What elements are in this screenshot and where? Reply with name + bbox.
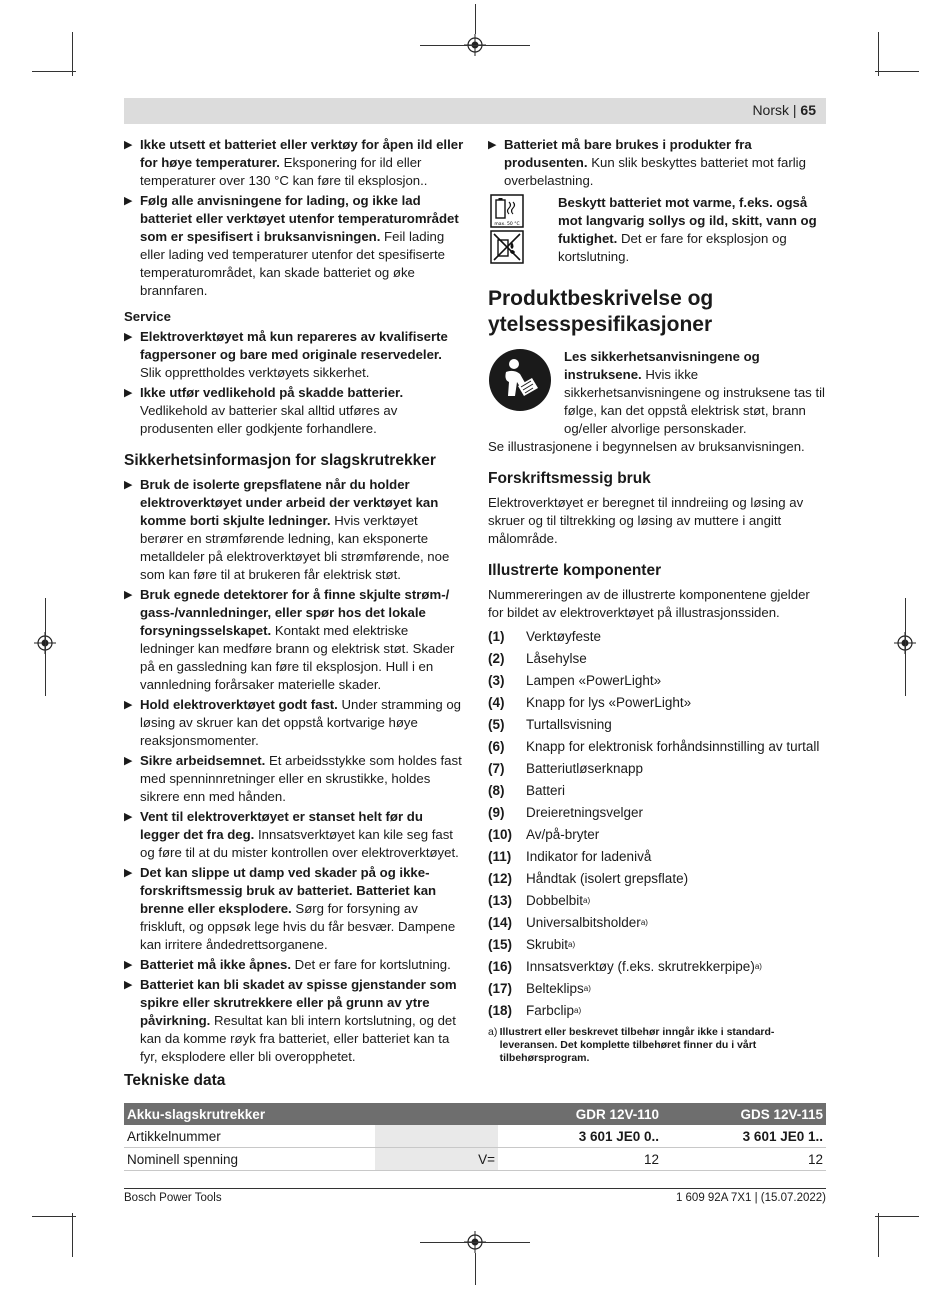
- crop-mark: [420, 45, 530, 46]
- component-footnote-ref: a): [574, 1006, 582, 1015]
- heat-warning-text: [558, 194, 828, 266]
- bullet-item: [124, 808, 464, 862]
- component-label: Skrubit: [526, 937, 569, 952]
- table-cell-unit: [375, 1125, 498, 1148]
- crop-mark: [905, 598, 906, 696]
- component-number: (5): [488, 717, 505, 732]
- table-cell-value: 3 601 JE0 1..: [662, 1125, 826, 1148]
- crop-mark: [878, 32, 879, 76]
- table-cell-unit: V=: [375, 1148, 498, 1171]
- table-header-label: Akku-slagskrutrekker: [124, 1103, 375, 1125]
- component-label: Knapp for lys «PowerLight»: [526, 695, 692, 710]
- component-number: (7): [488, 761, 505, 776]
- list-item: [488, 868, 828, 890]
- component-label: Batteri: [526, 783, 566, 798]
- component-label: Lampen «PowerLight»: [526, 673, 662, 688]
- bullet-bold: Bruk egnede detektorer for å finne skjulte strøm-/ gass-/vannledninger, eller spør hos det lokale forsyningsselskapet.: [140, 587, 450, 638]
- bullet-bold: Det kan slippe ut damp ved skader på og ikke-forskriftsmessig bruk av batteriet. Batteriet kan brenne eller eksplodere.: [140, 865, 437, 916]
- bullet-text: Kontakt med elektriske ledninger kan medføre brann og elektrisk støt. Skader på en gassledning kan føre til eksplosjon. Hull i en vannledning forårsaker materielle skader.: [140, 623, 455, 692]
- bullet-bold: Batteriet må bare brukes i produkter fra produsenten.: [504, 137, 752, 170]
- list-item: [488, 1000, 828, 1022]
- bullet-item: [124, 586, 464, 694]
- product-heading: Produktbeskrivelse og ytelsesspesifikasjoner: [488, 287, 714, 336]
- safety-heading: Sikkerhetsinformasjon for slagskrutrekker: [124, 452, 436, 469]
- bullet-bold: Hold elektroverktøyet godt fast.: [140, 697, 338, 712]
- read-instructions-body: Hvis ikke sikkerhetsanvisningene og instruksene tas til følge, kan det oppstå elektrisk støt, brann og/eller alvorlige personskader.: [564, 367, 825, 436]
- intended-use-text: Elektroverktøyet er beregnet til inndreiing og løsing av skruer og til tiltrekking og løsing av muttere i angitt målområde.: [488, 495, 804, 546]
- crop-mark: [875, 1216, 919, 1217]
- bullet-item: [124, 476, 464, 584]
- warning-icons: [488, 194, 558, 264]
- component-number: (6): [488, 739, 505, 754]
- service-heading: Service: [124, 309, 171, 324]
- component-number: (17): [488, 981, 513, 996]
- list-item: [488, 714, 828, 736]
- crop-mark: [875, 71, 919, 72]
- bullet-bold: Ikke utfør vedlikehold på skadde batterier.: [140, 385, 404, 400]
- component-number: (14): [488, 915, 513, 930]
- table-header-model: GDS 12V-115: [662, 1103, 826, 1125]
- table-cell-value: 12: [662, 1148, 826, 1171]
- table-header-unit: [375, 1103, 498, 1125]
- component-footnote-ref: a): [583, 984, 591, 993]
- component-label: Verktøyfeste: [526, 629, 602, 644]
- component-label: Innsatsverktøy (f.eks. skrutrekkerpipe): [526, 959, 755, 974]
- component-number: (13): [488, 893, 513, 908]
- component-number: (18): [488, 1003, 513, 1018]
- component-number: (3): [488, 673, 505, 688]
- bullet-arrow-icon: ▶: [124, 959, 133, 971]
- table-cell-label: Nominell spenning: [124, 1148, 375, 1171]
- component-label: Belteklips: [526, 981, 584, 996]
- page-header: [124, 98, 826, 124]
- footnote: [488, 1026, 828, 1065]
- bullet-text: Sørg for forsyning av friskluft, og oppsøk lege hvis du får besvær. Dampene kan irritere åndedrettsorganene.: [140, 901, 456, 952]
- component-number: (12): [488, 871, 513, 886]
- bullet-arrow-icon: ▶: [124, 699, 133, 711]
- table-cell-value: 12: [498, 1148, 662, 1171]
- components-list: [488, 626, 828, 1022]
- battery-temperature-icon: [490, 194, 524, 228]
- bullet-arrow-icon: ▶: [488, 139, 497, 151]
- component-number: (16): [488, 959, 513, 974]
- crop-mark: [420, 1242, 530, 1243]
- bullet-text: Det er fare for kortslutning.: [291, 957, 451, 972]
- bullet-item: [124, 976, 464, 1066]
- component-footnote-ref: a): [754, 962, 762, 971]
- bullet-item: [124, 752, 464, 806]
- component-label: Låsehylse: [526, 651, 587, 666]
- table-cell-label: Artikkelnummer: [124, 1125, 375, 1148]
- crop-mark: [32, 71, 76, 72]
- bullet-item: [124, 864, 464, 954]
- bullet-text: Kun slik beskyttes batteriet mot farlig overbelastning.: [504, 155, 806, 188]
- list-item: [488, 824, 828, 846]
- component-label: Batteriutløserknapp: [526, 761, 644, 776]
- bullet-item: [124, 384, 464, 438]
- list-item: [488, 890, 828, 912]
- list-item: [488, 802, 828, 824]
- list-item: [488, 912, 828, 934]
- bullet-arrow-icon: ▶: [124, 139, 133, 151]
- crop-mark: [32, 1216, 76, 1217]
- right-column: [488, 136, 828, 1065]
- read-manual-icon-box: [488, 348, 564, 417]
- bullet-arrow-icon: ▶: [124, 387, 133, 399]
- list-item: [488, 670, 828, 692]
- bullet-text: Eksponering for ild eller temperaturer over 130 °C kan føre til eksplosjon..: [140, 155, 428, 188]
- bullet-text: Innsatsverktøyet kan kile seg fast og føre til at du mister kontrollen over elektroverktøyet.: [140, 827, 459, 860]
- bullet-bold: Bruk de isolerte grepsflatene når du holder elektroverktøyet under arbeid der verktøyet kan komme borti skjulte ledninger.: [140, 477, 439, 528]
- bullet-bold: Batteriet kan bli skadet av spisse gjenstander som spikre eller skrutrekkere eller på grunn av ytre påvirkning.: [140, 977, 457, 1028]
- bullet-bold: Batteriet må ikke åpnes.: [140, 957, 291, 972]
- component-label: Knapp for elektronisk forhåndsinnstilling av turtall: [526, 739, 820, 754]
- bullet-bold: Ikke utsett et batteriet eller verktøy for åpen ild eller for høye temperaturer.: [140, 137, 464, 170]
- footnote-letter: a): [488, 1026, 498, 1038]
- footer-brand: Bosch Power Tools: [124, 1192, 222, 1204]
- tech-data-heading: Tekniske data: [124, 1072, 226, 1089]
- footnote-text: Illustrert eller beskrevet tilbehør inngår ikke i standard-leveransen. Det komplette tilbehøret finner du i vårt tilbehørsprogram.: [499, 1026, 775, 1064]
- component-footnote-ref: a): [568, 940, 576, 949]
- read-instructions-text: [564, 348, 828, 438]
- list-item: [488, 692, 828, 714]
- left-column: [124, 136, 464, 1068]
- bullet-text: Resultat kan bli intern kortslutning, og det kan da komme røyk fra batteriet, eller batteriet kan ta fyr, eksplodere eller bli overopphetet.: [140, 1013, 456, 1064]
- component-footnote-ref: a): [583, 896, 591, 905]
- list-item: [488, 934, 828, 956]
- component-label: Farbclip: [526, 1003, 575, 1018]
- crop-mark: [45, 598, 46, 696]
- component-footnote-ref: a): [640, 918, 648, 927]
- component-number: (11): [488, 849, 512, 864]
- bullet-text: Feil lading eller lading ved temperaturer utenfor det spesifiserte temperaturområdet, kan skade batteriet og øke brannfaren.: [140, 229, 445, 298]
- component-label: Indikator for ladenivå: [526, 849, 652, 864]
- components-intro: Nummereringen av de illustrerte komponentene gjelder for bildet av elektroverktøyet på illustrasjonssiden.: [488, 587, 810, 620]
- component-number: (2): [488, 651, 505, 666]
- bullet-item: [488, 136, 828, 190]
- table-header-row: [124, 1103, 826, 1125]
- table-row: [124, 1148, 826, 1171]
- bullet-bold: Sikre arbeidsemnet.: [140, 753, 266, 768]
- page-number: 65: [800, 102, 816, 118]
- heat-warning-bold: Beskytt batteriet mot varme, f.eks. også mot langvarig sollys og ild, skitt, vann og fuktighet.: [558, 195, 817, 246]
- read-instructions: [488, 348, 828, 438]
- table-header-model: GDR 12V-110: [498, 1103, 662, 1125]
- tech-data-table: [124, 1103, 826, 1171]
- bullet-arrow-icon: ▶: [124, 589, 133, 601]
- bullet-arrow-icon: ▶: [124, 331, 133, 343]
- intended-use-heading: Forskriftsmessig bruk: [488, 470, 651, 487]
- component-label: Universalbitsholder: [526, 915, 641, 930]
- bullet-item: [124, 956, 464, 974]
- components-heading: Illustrerte komponenter: [488, 562, 662, 579]
- list-item: [488, 978, 828, 1000]
- component-number: (15): [488, 937, 513, 952]
- table-row: [124, 1125, 826, 1148]
- no-water-fire-icon: [490, 230, 524, 264]
- component-number: (4): [488, 695, 505, 710]
- bullet-bold: Vent til elektroverktøyet er stanset helt før du legger det fra deg.: [140, 809, 423, 842]
- bullet-arrow-icon: ▶: [124, 479, 133, 491]
- header-text: Norsk | 65: [752, 102, 816, 118]
- heat-warning: [488, 194, 828, 266]
- read-instructions-bold: Les sikkerhetsanvisningene og instruksene.: [564, 349, 760, 382]
- bullet-bold: Elektroverktøyet må kun repareres av kvalifiserte fagpersoner og bare med originale reservedeler.: [140, 329, 448, 362]
- bullet-arrow-icon: ▶: [124, 867, 133, 879]
- bullet-text: Et arbeidsstykke som holdes fast med spenninnretninger eller en skrustikke, holdes sikrere enn med hånden.: [140, 753, 462, 804]
- crop-mark: [475, 1253, 476, 1285]
- bullet-item: [124, 136, 464, 190]
- bullet-item: [124, 192, 464, 300]
- list-item: [488, 780, 828, 802]
- list-item: [488, 758, 828, 780]
- component-number: (8): [488, 783, 505, 798]
- component-number: (9): [488, 805, 505, 820]
- bullet-item: [124, 328, 464, 382]
- crop-mark: [72, 32, 73, 76]
- read-manual-icon: [488, 348, 552, 412]
- svg-text:max. 50 °C: max. 50 °C: [494, 222, 520, 227]
- list-item: [488, 648, 828, 670]
- heat-warning-body: Det er fare for eksplosjon og kortslutning.: [558, 231, 787, 264]
- crop-mark: [72, 1213, 73, 1257]
- bullet-text: Slik opprettholdes verktøyets sikkerhet.: [140, 365, 370, 380]
- list-item: [488, 846, 828, 868]
- component-number: (10): [488, 827, 513, 842]
- component-number: (1): [488, 629, 505, 644]
- list-item: [488, 956, 828, 978]
- bullet-arrow-icon: ▶: [124, 979, 133, 991]
- bullet-arrow-icon: ▶: [124, 811, 133, 823]
- component-label: Håndtak (isolert grepsflate): [526, 871, 689, 886]
- component-label: Av/på-bryter: [526, 827, 600, 842]
- footer-doc-number: 1 609 92A 7X1 | (15.07.2022): [675, 1192, 826, 1204]
- header-language: Norsk: [752, 102, 789, 118]
- footer-rule: [124, 1188, 826, 1189]
- component-label: Dreieretningsvelger: [526, 805, 644, 820]
- bullet-arrow-icon: ▶: [124, 195, 133, 207]
- list-item: [488, 736, 828, 758]
- bullet-text: Vedlikehold av batterier skal alltid utføres av produsenten eller godkjente forhandlere.: [140, 403, 398, 436]
- see-illustrations: Se illustrasjonene i begynnelsen av bruksanvisningen.: [488, 439, 805, 454]
- component-label: Turtallsvisning: [526, 717, 612, 732]
- crop-mark: [878, 1213, 879, 1257]
- bullet-text: Hvis verktøyet berører en strømførende ledning, kan eksponerte metalldeler på elektroverktøyet bli strømførende, noe som kan føre til at brukeren får elektrisk støt.: [140, 513, 450, 582]
- bullet-item: [124, 696, 464, 750]
- bullet-arrow-icon: ▶: [124, 755, 133, 767]
- table-cell-value: 3 601 JE0 0..: [498, 1125, 662, 1148]
- component-label: Dobbelbit: [526, 893, 584, 908]
- crop-mark: [475, 4, 476, 34]
- list-item: [488, 626, 828, 648]
- bullet-text: Under stramming og løsing av skruer kan det oppstå kortvarige høye reaksjonsmomenter.: [140, 697, 461, 748]
- bullet-bold: Følg alle anvisningene for lading, og ikke lad batteriet eller verktøyet utenfor temperaturområdet som er spesifisert i bruksanvisningen.: [140, 193, 459, 244]
